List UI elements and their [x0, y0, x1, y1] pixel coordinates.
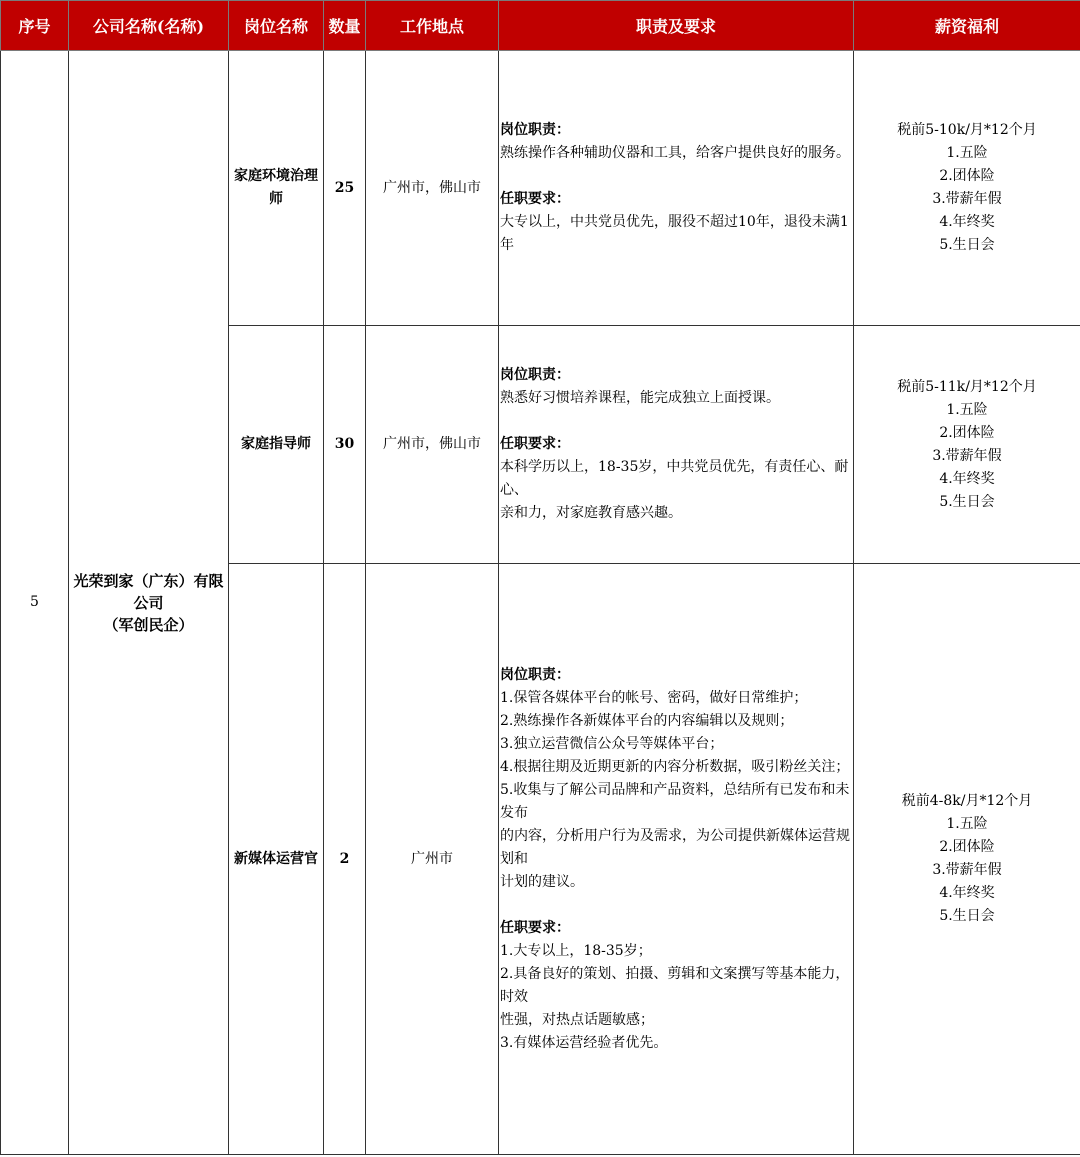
duty-line: 5.收集与了解公司品牌和产品资料，总结所有已发布和未发布: [500, 781, 850, 821]
benefits-cell: [854, 564, 1080, 1155]
location-cell: 广州市，佛山市: [366, 326, 499, 564]
company-name: 光荣到家（广东）有限公司: [73, 571, 224, 612]
duty-line: 1.保管各媒体平台的帐号、密码，做好日常维护；: [500, 689, 808, 706]
duty-line: 熟练操作各种辅助仪器和工具，给客户提供良好的服务。: [500, 145, 850, 161]
duty-line: 的内容，分析用户行为及需求，为公司提供新媒体运营规划和: [500, 827, 850, 867]
requirement-heading: 任职要求：: [500, 919, 570, 936]
job-title-cell: 新媒体运营官: [229, 564, 324, 1155]
requirement-line: 亲和力，对家庭教育感兴趣。: [500, 505, 682, 521]
benefit-item: 4.年终奖: [939, 470, 995, 487]
benefit-item: 5.生日会: [939, 493, 995, 510]
company-cell: [69, 51, 229, 1155]
duty-line: 2.熟练操作各新媒体平台的内容编辑以及规则；: [500, 712, 794, 729]
header-count: 数量: [324, 1, 366, 51]
duty-line: 计划的建议。: [500, 873, 584, 890]
count-cell: 30: [324, 326, 366, 564]
salary-text: 税前5-10k/月*12个月: [897, 122, 1037, 138]
index-cell: 5: [1, 51, 69, 1155]
benefits-cell: [854, 326, 1080, 564]
salary-text: 税前4-8k/月*12个月: [901, 793, 1033, 809]
header-location: 工作地点: [366, 1, 499, 51]
requirement-line: 性强，对热点话题敏感；: [500, 1011, 654, 1028]
location-cell: 广州市: [366, 564, 499, 1155]
duty-line: 3.独立运营微信公众号等媒体平台；: [500, 735, 724, 752]
header-row: [1, 1, 1080, 51]
benefit-item: 2.团体险: [939, 424, 995, 441]
table-row: [1, 51, 1080, 326]
benefit-item: 1.五险: [946, 145, 988, 161]
header-company: 公司名称(名称): [69, 1, 229, 51]
benefit-item: 2.团体险: [939, 168, 995, 184]
requirement-line: 2.具备良好的策划、拍摄、剪辑和文案撰写等基本能力，时效: [500, 965, 850, 1005]
benefit-item: 1.五险: [946, 816, 988, 832]
benefit-item: 2.团体险: [939, 839, 995, 855]
requirement-line: 本科学历以上，18-35岁，中共党员优先，有责任心、耐心、: [500, 459, 849, 498]
duty-heading: 岗位职责：: [500, 367, 570, 383]
requirement-line: 大专以上，中共党员优先，服役不超过10年，退役未满1年: [500, 214, 849, 253]
benefit-item: 3.带薪年假: [932, 191, 1002, 207]
benefit-item: 4.年终奖: [939, 885, 995, 901]
location-cell: 广州市，佛山市: [366, 51, 499, 326]
requirements-cell: [499, 326, 854, 564]
duty-line: 熟悉好习惯培养课程，能完成独立上面授课。: [500, 390, 780, 406]
benefit-item: 3.带薪年假: [932, 447, 1002, 464]
header-duties-requirements: 职责及要求: [499, 1, 854, 51]
salary-text: 税前5-11k/月*12个月: [897, 378, 1037, 395]
benefit-item: 5.生日会: [939, 237, 995, 253]
job-title-cell: 家庭指导师: [229, 326, 324, 564]
requirements-cell: [499, 51, 854, 326]
header-index: 序号: [1, 1, 69, 51]
benefit-item: 1.五险: [946, 401, 988, 418]
count-cell: 25: [324, 51, 366, 326]
benefits-cell: [854, 51, 1080, 326]
benefit-item: 3.带薪年假: [932, 862, 1002, 878]
header-salary-benefits: 薪资福利: [854, 1, 1080, 51]
benefit-item: 4.年终奖: [939, 214, 995, 230]
requirement-line: 1.大专以上，18-35岁；: [500, 942, 652, 959]
company-type: （军创民企）: [103, 615, 194, 634]
job-title-cell: 家庭环境治理师: [229, 51, 324, 326]
duty-heading: 岗位职责：: [500, 666, 570, 683]
benefit-item: 5.生日会: [939, 908, 995, 924]
header-job-title: 岗位名称: [229, 1, 324, 51]
duty-line: 4.根据往期及近期更新的内容分析数据，吸引粉丝关注；: [500, 758, 850, 775]
duty-heading: 岗位职责：: [500, 122, 570, 138]
requirements-cell: [499, 564, 854, 1155]
requirement-heading: 任职要求：: [500, 436, 570, 452]
requirement-line: 3.有媒体运营经验者优先。: [500, 1034, 668, 1051]
count-cell: 2: [324, 564, 366, 1155]
requirement-heading: 任职要求：: [500, 191, 570, 207]
